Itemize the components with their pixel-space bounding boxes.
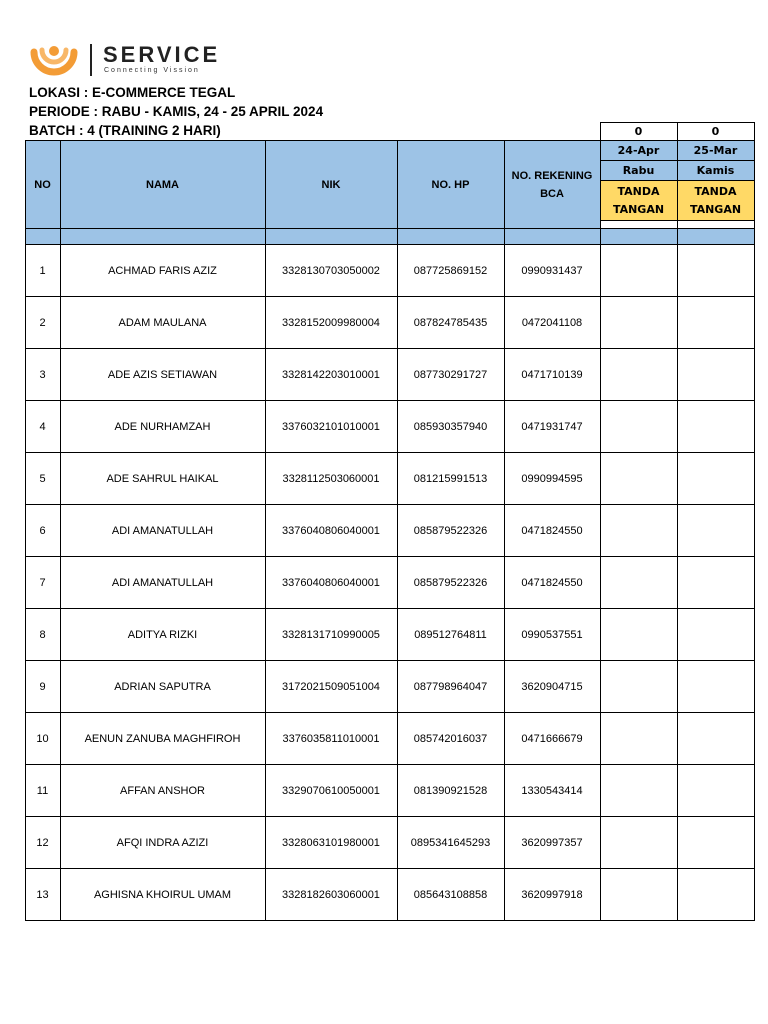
row-hp: 087730291727: [397, 349, 504, 401]
row-rekening: 0471666679: [504, 713, 600, 765]
row-nama: ADE SAHRUL HAIKAL: [60, 453, 265, 505]
row-nama: ADITYA RIZKI: [60, 609, 265, 661]
periode-label: PERIODE : RABU - KAMIS, 24 - 25 APRIL 2024: [29, 104, 324, 119]
row-hp: 087725869152: [397, 245, 504, 297]
header-nik: NIK: [265, 141, 397, 229]
header-rekening: NO. REKENING BCA: [504, 141, 600, 229]
row-hp: 081390921528: [397, 765, 504, 817]
row-hp: 087824785435: [397, 297, 504, 349]
row-sign-day1[interactable]: [600, 505, 677, 557]
row-rekening: 0471710139: [504, 349, 600, 401]
row-nama: ADE NURHAMZAH: [60, 401, 265, 453]
row-hp: 0895341645293: [397, 817, 504, 869]
row-sign-day1[interactable]: [600, 765, 677, 817]
row-sign-day2[interactable]: [677, 869, 754, 921]
day2-date: 25-Mar: [677, 141, 754, 161]
row-no: 9: [25, 661, 60, 713]
day2-name: Kamis: [677, 161, 754, 181]
row-sign-day2[interactable]: [677, 661, 754, 713]
row-rekening: 0990537551: [504, 609, 600, 661]
row-no: 13: [25, 869, 60, 921]
logo-divider: [90, 44, 92, 76]
row-sign-day2[interactable]: [677, 557, 754, 609]
header-gap-row: [19, 229, 754, 245]
row-sign-day1[interactable]: [600, 869, 677, 921]
row-nik: 3328131710990005: [265, 609, 397, 661]
row-nik: 3376035811010001: [265, 713, 397, 765]
row-sign-day2[interactable]: [677, 505, 754, 557]
row-hp: 085930357940: [397, 401, 504, 453]
row-nama: ADAM MAULANA: [60, 297, 265, 349]
table-row: [19, 505, 754, 557]
row-nik: 3376040806040001: [265, 505, 397, 557]
row-sign-day2[interactable]: [677, 245, 754, 297]
table-row: [19, 713, 754, 765]
row-rekening: 3620997357: [504, 817, 600, 869]
row-nama: ADE AZIS SETIAWAN: [60, 349, 265, 401]
row-hp: 081215991513: [397, 453, 504, 505]
row-rekening: 1330543414: [504, 765, 600, 817]
row-nama: ADRIAN SAPUTRA: [60, 661, 265, 713]
table-row: [19, 453, 754, 505]
row-sign-day2[interactable]: [677, 713, 754, 765]
row-sign-day1[interactable]: [600, 661, 677, 713]
header-nama: NAMA: [60, 141, 265, 229]
table-row: [19, 557, 754, 609]
row-nik: 3172021509051004: [265, 661, 397, 713]
row-no: 8: [25, 609, 60, 661]
row-nik: 3376040806040001: [265, 557, 397, 609]
row-sign-day2[interactable]: [677, 765, 754, 817]
row-sign-day2[interactable]: [677, 817, 754, 869]
table-row: [19, 401, 754, 453]
row-no: 10: [25, 713, 60, 765]
row-nama: AGHISNA KHOIRUL UMAM: [60, 869, 265, 921]
row-rekening: 0990931437: [504, 245, 600, 297]
row-nik: 3328152009980004: [265, 297, 397, 349]
row-sign-day2[interactable]: [677, 297, 754, 349]
row-sign-day1[interactable]: [600, 609, 677, 661]
row-no: 4: [25, 401, 60, 453]
row-hp: 089512764811: [397, 609, 504, 661]
day2-count: 0: [677, 123, 754, 141]
row-hp: 087798964047: [397, 661, 504, 713]
attendance-table: [19, 122, 755, 921]
lokasi-label: LOKASI : E-COMMERCE TEGAL: [29, 85, 236, 100]
row-no: 7: [25, 557, 60, 609]
row-no: 12: [25, 817, 60, 869]
row-nik: 3376032101010001: [265, 401, 397, 453]
table-row: [19, 297, 754, 349]
header-no: NO: [25, 141, 60, 229]
row-sign-day1[interactable]: [600, 297, 677, 349]
row-nama: AENUN ZANUBA MAGHFIROH: [60, 713, 265, 765]
day1-sign-label: TANDA TANGAN: [600, 181, 677, 221]
row-rekening: 0471824550: [504, 505, 600, 557]
row-nik: 3328142203010001: [265, 349, 397, 401]
row-sign-day1[interactable]: [600, 245, 677, 297]
day1-date: 24-Apr: [600, 141, 677, 161]
row-nik: 3329070610050001: [265, 765, 397, 817]
day1-count: 0: [600, 123, 677, 141]
row-rekening: 0471931747: [504, 401, 600, 453]
day2-sign-label: TANDA TANGAN: [677, 181, 754, 221]
table-row: [19, 817, 754, 869]
row-hp: 085879522326: [397, 557, 504, 609]
day1-name: Rabu: [600, 161, 677, 181]
table-row: [19, 765, 754, 817]
row-no: 5: [25, 453, 60, 505]
service-logo-icon: [30, 40, 78, 78]
row-nik: 3328130703050002: [265, 245, 397, 297]
row-nik: 3328182603060001: [265, 869, 397, 921]
row-sign-day1[interactable]: [600, 401, 677, 453]
row-rekening: 0471824550: [504, 557, 600, 609]
logo-tagline: Connecting Vission: [104, 67, 200, 74]
batch-label: BATCH : 4 (TRAINING 2 HARI): [29, 123, 221, 138]
row-sign-day1[interactable]: [600, 557, 677, 609]
row-nama: AFFAN ANSHOR: [60, 765, 265, 817]
logo-wordmark: SERVICE: [103, 42, 221, 67]
row-sign-day2[interactable]: [677, 349, 754, 401]
row-sign-day1[interactable]: [600, 453, 677, 505]
row-sign-day2[interactable]: [677, 609, 754, 661]
row-nik: 3328112503060001: [265, 453, 397, 505]
header-hp: NO. HP: [397, 141, 504, 229]
row-sign-day1[interactable]: [600, 817, 677, 869]
row-nama: AFQI INDRA AZIZI: [60, 817, 265, 869]
row-nama: ADI AMANATULLAH: [60, 557, 265, 609]
row-nama: ADI AMANATULLAH: [60, 505, 265, 557]
row-sign-day1[interactable]: [600, 349, 677, 401]
row-rekening: 0472041108: [504, 297, 600, 349]
row-hp: 085643108858: [397, 869, 504, 921]
table-row: [19, 609, 754, 661]
row-sign-day2[interactable]: [677, 453, 754, 505]
row-hp: 085742016037: [397, 713, 504, 765]
row-sign-day2[interactable]: [677, 401, 754, 453]
row-sign-day1[interactable]: [600, 713, 677, 765]
row-rekening: 3620904715: [504, 661, 600, 713]
table-row: [19, 245, 754, 297]
row-hp: 085879522326: [397, 505, 504, 557]
row-no: 11: [25, 765, 60, 817]
row-rekening: 3620997918: [504, 869, 600, 921]
row-no: 6: [25, 505, 60, 557]
table-row: [19, 869, 754, 921]
row-no: 2: [25, 297, 60, 349]
row-nama: ACHMAD FARIS AZIZ: [60, 245, 265, 297]
row-no: 1: [25, 245, 60, 297]
table-row: [19, 349, 754, 401]
table-row: [19, 661, 754, 713]
service-logo: [30, 40, 230, 80]
row-nik: 3328063101980001: [265, 817, 397, 869]
row-rekening: 0990994595: [504, 453, 600, 505]
row-no: 3: [25, 349, 60, 401]
